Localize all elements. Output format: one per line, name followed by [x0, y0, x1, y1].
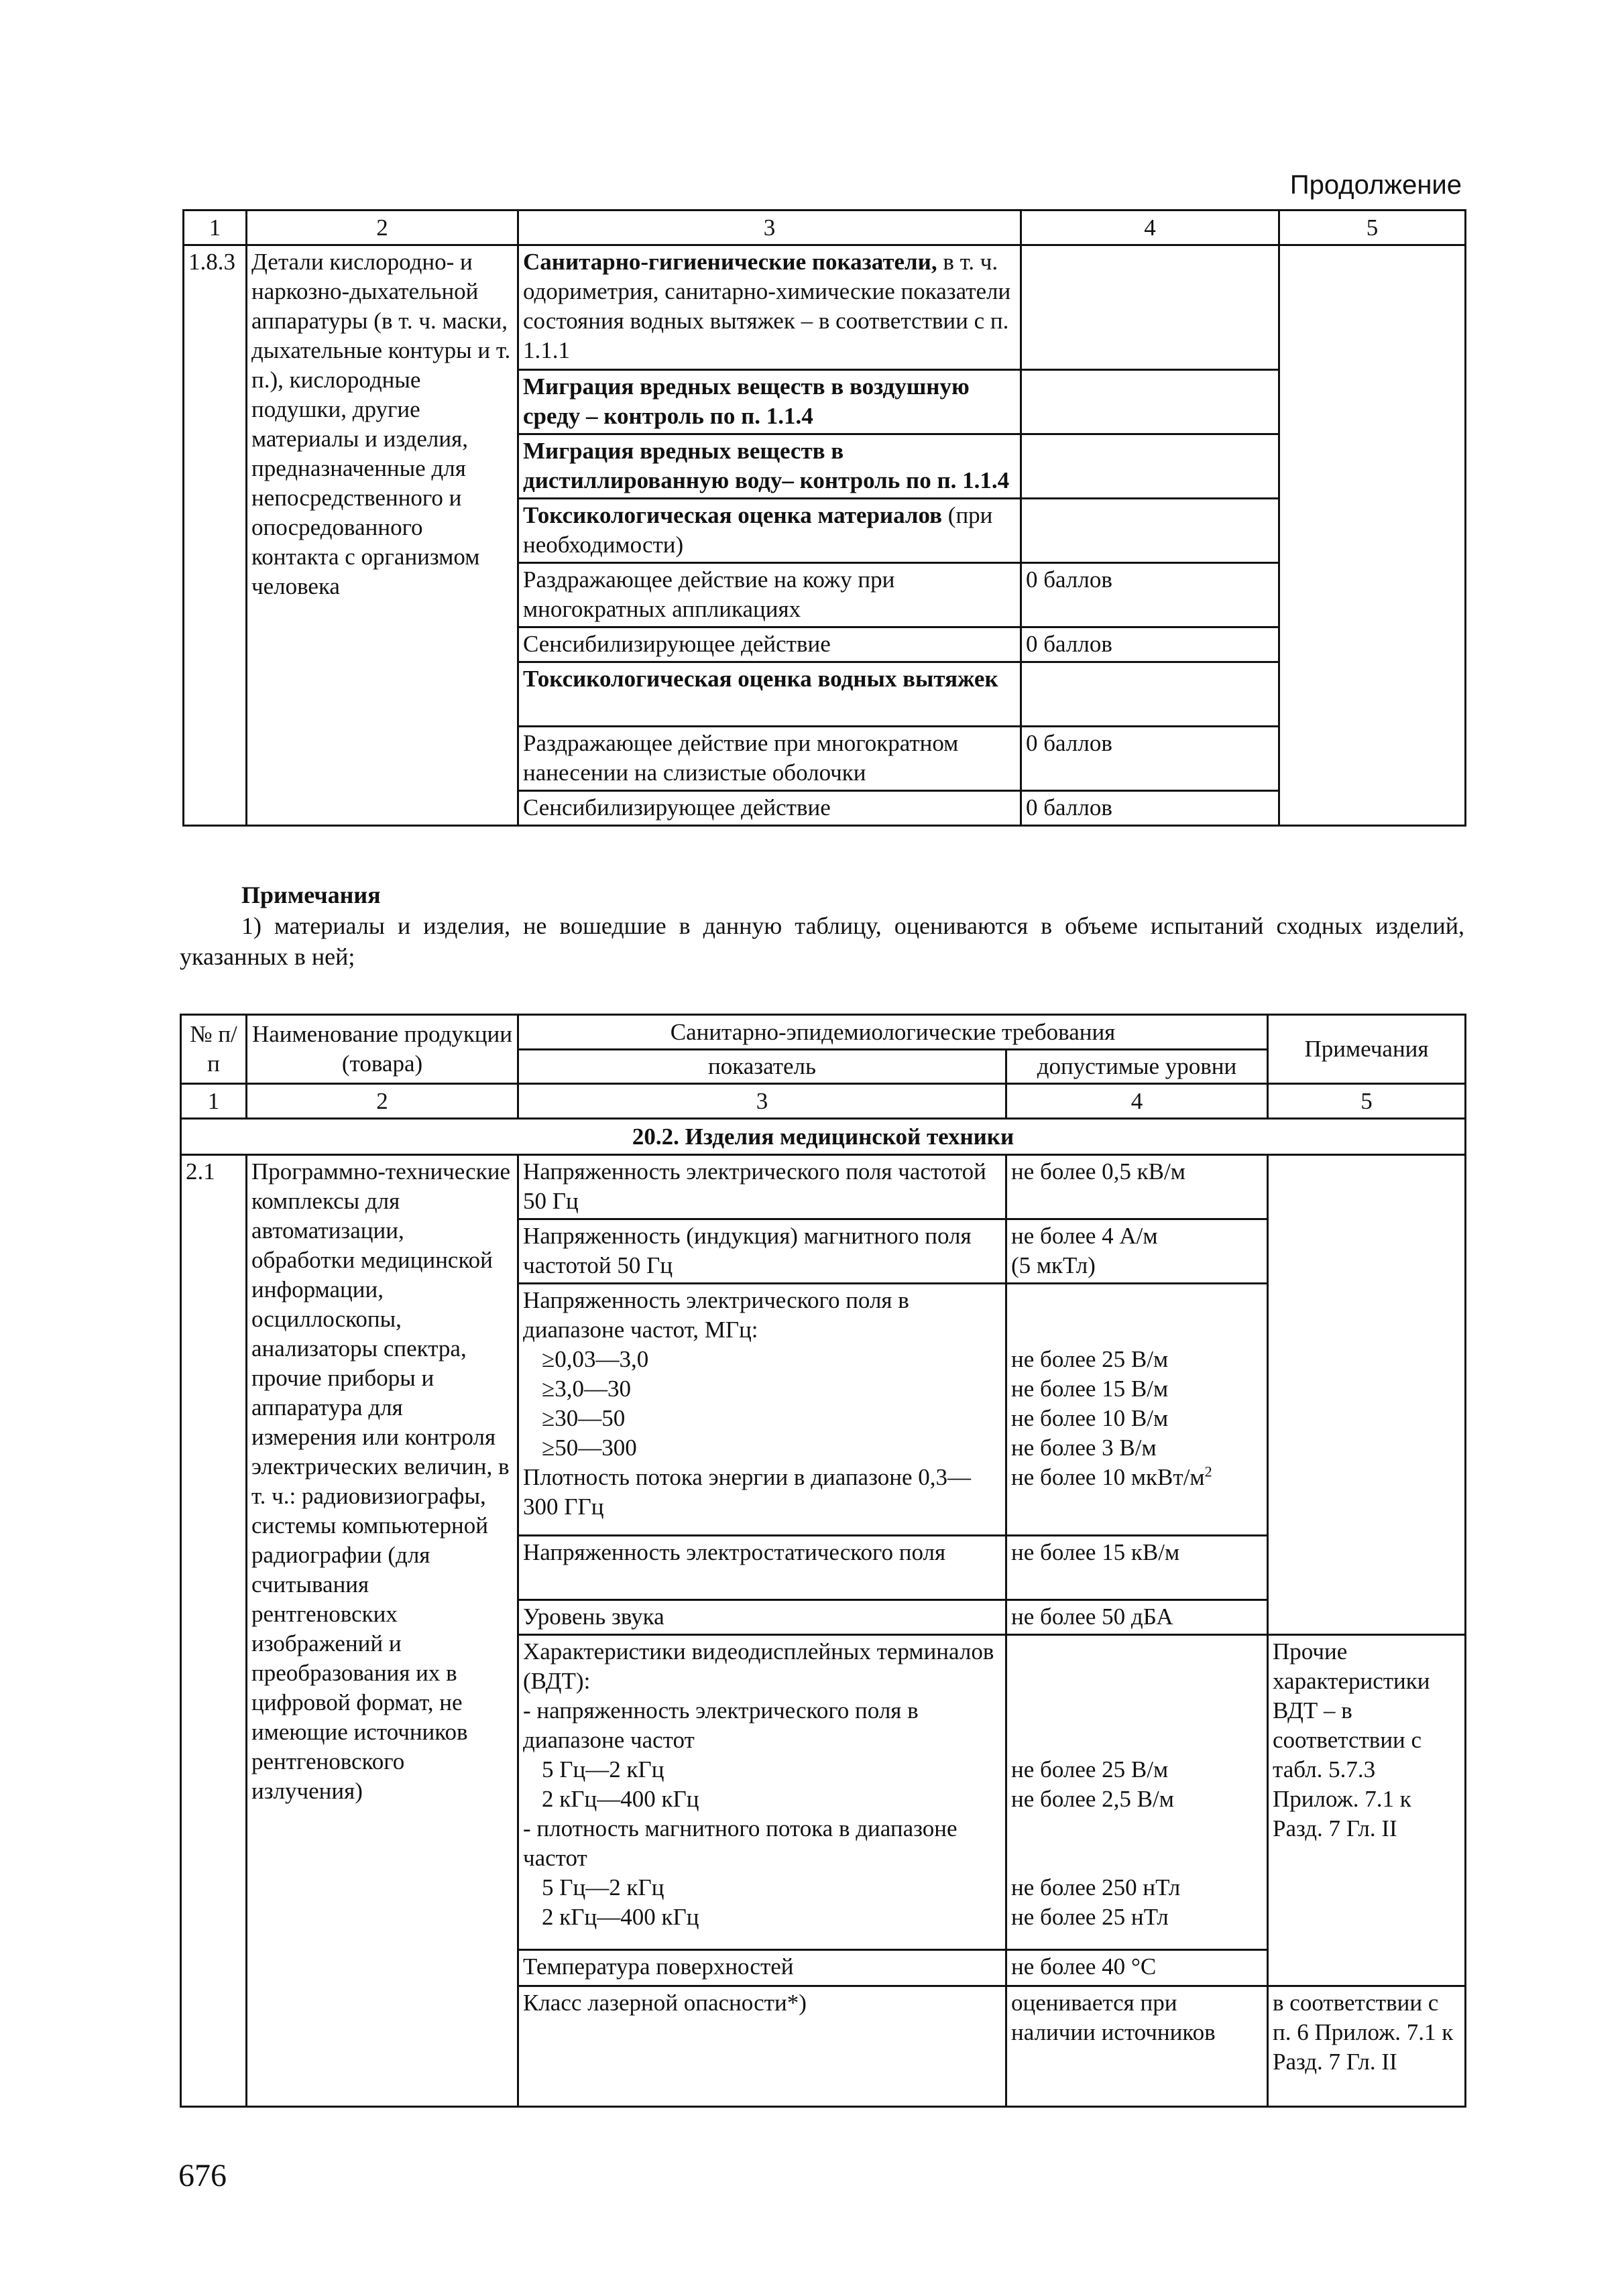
- frequency-range: 5 Гц—2 кГц: [542, 1874, 664, 1900]
- indicator-head: - напряженность электрического поля в диапазоне частот: [523, 1697, 919, 1753]
- level-cell: оценивается при наличии источников: [1006, 1986, 1268, 2107]
- section-row: [181, 1119, 1466, 1155]
- indicator-cell: Раздражающее действие на кожу при многократных аппликациях: [518, 563, 1021, 627]
- indicator-cell: Санитарно-гигиенические показатели, в т. ч. одориметрия, санитарно-химические показатели состояния водных вытяжек – в соответствии с п. 1.1.1: [518, 245, 1021, 370]
- col-num: 5: [1268, 1084, 1466, 1119]
- col-num: 3: [518, 1084, 1006, 1119]
- indicator-cell: Уровень звука: [518, 1600, 1006, 1635]
- level-cell: не более 50 дБА: [1006, 1600, 1268, 1635]
- frequency-range: 2 кГц—400 кГц: [542, 1904, 699, 1930]
- level-cell: 0 баллов: [1021, 791, 1279, 826]
- level-line: (5 мкТл): [1011, 1252, 1096, 1278]
- indicator-cell: Токсикологическая оценка материалов (при необходимости): [518, 499, 1021, 563]
- indicator-cell: Раздражающее действие при многократном нанесении на слизистые оболочки: [518, 727, 1021, 791]
- level-line: не более 3 В/м: [1011, 1435, 1157, 1461]
- frequency-range: ≥30—50: [542, 1405, 626, 1431]
- indicator-cell: Сенсибилизирующее действие: [518, 791, 1021, 826]
- requirements-table-continued: [182, 209, 1466, 827]
- level-line: не более 25 нТл: [1011, 1904, 1169, 1930]
- level-cell: [1006, 1219, 1268, 1284]
- column-numbers-row: [181, 1084, 1466, 1119]
- level-cell: не более 40 °С: [1006, 1950, 1268, 1986]
- indicator-cell: Напряженность (индукция) магнитного поля частотой 50 Гц: [518, 1219, 1006, 1284]
- indicator-cell: Миграция вредных веществ в воздушную среду – контроль по п. 1.1.4: [518, 370, 1021, 434]
- level-cell: не более 0,5 кВ/м: [1006, 1155, 1268, 1219]
- frequency-range: ≥3,0—30: [542, 1376, 631, 1402]
- notes-cell: [1268, 1155, 1466, 1635]
- indicator-cell: Температура поверхностей: [518, 1950, 1006, 1986]
- col-num: 4: [1006, 1084, 1268, 1119]
- medical-equipment-table: [180, 1014, 1466, 2108]
- level-line: не более 10 В/м: [1011, 1405, 1169, 1431]
- level-line: не более 2,5 В/м: [1011, 1786, 1174, 1812]
- level-line: не более 25 В/м: [1011, 1346, 1169, 1372]
- product-name: Детали кислородно- и наркозно-дыхательной аппаратуры (в т. ч. маски, дыхательные контуры и т. п.), кислородные подушки, другие материалы и изделия, предназначенные для непосредственного и опосредованного контакта с организмом человека: [247, 245, 518, 826]
- header-product: Наименование продукции (товара): [247, 1015, 518, 1084]
- col-num: 1: [184, 210, 247, 245]
- table-row: [184, 245, 1466, 370]
- header-levels: допустимые уровни: [1006, 1050, 1268, 1084]
- level-line: не более 25 В/м: [1011, 1756, 1169, 1783]
- level-line: не более 15 В/м: [1011, 1376, 1169, 1402]
- page-number: 676: [178, 2158, 227, 2193]
- indicator-head: Напряженность электрического поля в диапазоне частот, МГц:: [523, 1287, 909, 1343]
- frequency-range: ≥50—300: [542, 1435, 637, 1461]
- continuation-label: Продолжение: [1289, 170, 1462, 200]
- level-cell: [1021, 662, 1279, 727]
- col-num: 2: [247, 210, 518, 245]
- flux-indicator: Плотность потока энергии в диапазоне 0,3—300 ГГц: [523, 1464, 971, 1520]
- col-num: 3: [518, 210, 1021, 245]
- indicator-head: Характеристики видеодисплейных терминалов (ВДТ):: [523, 1638, 994, 1694]
- notes-heading: Примечания: [241, 882, 381, 908]
- col-num: 5: [1279, 210, 1466, 245]
- indicator-cell: Напряженность электрического поля частотой 50 Гц: [518, 1155, 1006, 1219]
- notes-cell: [1279, 245, 1466, 826]
- indicator-cell: Напряженность электростатического поля: [518, 1536, 1006, 1600]
- header-row: [181, 1015, 1466, 1050]
- header-num: № п/п: [181, 1015, 247, 1084]
- product-name: Программно-технические комплексы для автоматизации, обработки медицинской информации, осциллоскопы, анализаторы спектра, прочие приборы и аппаратура для измерения или контроля электрических величин, в т. ч.: радиовизиографы, системы компьютерной радиографии (для считывания рентгеновских изображений и преобразования их в цифровой формат, не имеющие источников рентгеновского излучения): [247, 1155, 518, 2107]
- frequency-range: 5 Гц—2 кГц: [542, 1756, 664, 1783]
- frequency-range: ≥0,03—3,0: [542, 1346, 649, 1372]
- notes-cell: Прочие характеристики ВДТ – в соответствии с табл. 5.7.3 Прилож. 7.1 к Разд. 7 Гл. II: [1268, 1635, 1466, 1986]
- indicator-cell: Класс лазерной опасности*): [518, 1986, 1006, 2107]
- indicator-cell: [518, 1635, 1006, 1950]
- frequency-range: 2 кГц—400 кГц: [542, 1786, 699, 1812]
- indicator-cell: Миграция вредных веществ в дистиллированную воду– контроль по п. 1.1.4: [518, 434, 1021, 499]
- header-notes: Примечания: [1268, 1015, 1466, 1084]
- level-cell: 0 баллов: [1021, 563, 1279, 627]
- level-cell: 0 баллов: [1021, 627, 1279, 662]
- row-id: 2.1: [181, 1155, 247, 2107]
- indicator-cell: Токсикологическая оценка водных вытяжек: [518, 662, 1021, 727]
- level-cell: не более 15 кВ/м: [1006, 1536, 1268, 1600]
- notes-cell: в соответствии с п. 6 Прилож. 7.1 к Разд. 7 Гл. II: [1268, 1986, 1466, 2107]
- indicator-cell: Сенсибилизирующее действие: [518, 627, 1021, 662]
- table-row: [181, 1155, 1466, 1219]
- level-cell: [1021, 370, 1279, 434]
- header-indicator: показатель: [518, 1050, 1006, 1084]
- level-cell: [1021, 499, 1279, 563]
- level-cell: 0 баллов: [1021, 727, 1279, 791]
- column-numbers-row: [184, 210, 1466, 245]
- level-cell: [1006, 1635, 1268, 1950]
- section-title: 20.2. Изделия медицинской техники: [181, 1119, 1466, 1155]
- notes-block: [180, 880, 1464, 972]
- indicator-cell: [518, 1284, 1006, 1536]
- level-cell: [1021, 245, 1279, 370]
- note-item: 1) материалы и изделия, не вошедшие в данную таблицу, оцениваются в объеме испытаний сходных изделий, указанных в ней;: [180, 912, 1464, 970]
- row-id: 1.8.3: [184, 245, 247, 826]
- level-line: не более 4 А/м: [1011, 1223, 1158, 1249]
- indicator-head: - плотность магнитного потока в диапазоне частот: [523, 1815, 958, 1871]
- col-num: 4: [1021, 210, 1279, 245]
- col-num: 2: [247, 1084, 518, 1119]
- header-requirements: Санитарно-эпидемиологические требования: [518, 1015, 1268, 1050]
- level-cell: [1021, 434, 1279, 499]
- level-line: не более 250 нТл: [1011, 1874, 1181, 1900]
- col-num: 1: [181, 1084, 247, 1119]
- level-cell: [1006, 1284, 1268, 1536]
- flux-level: не более 10 мкВт/$м^2$: [1011, 1463, 1212, 1490]
